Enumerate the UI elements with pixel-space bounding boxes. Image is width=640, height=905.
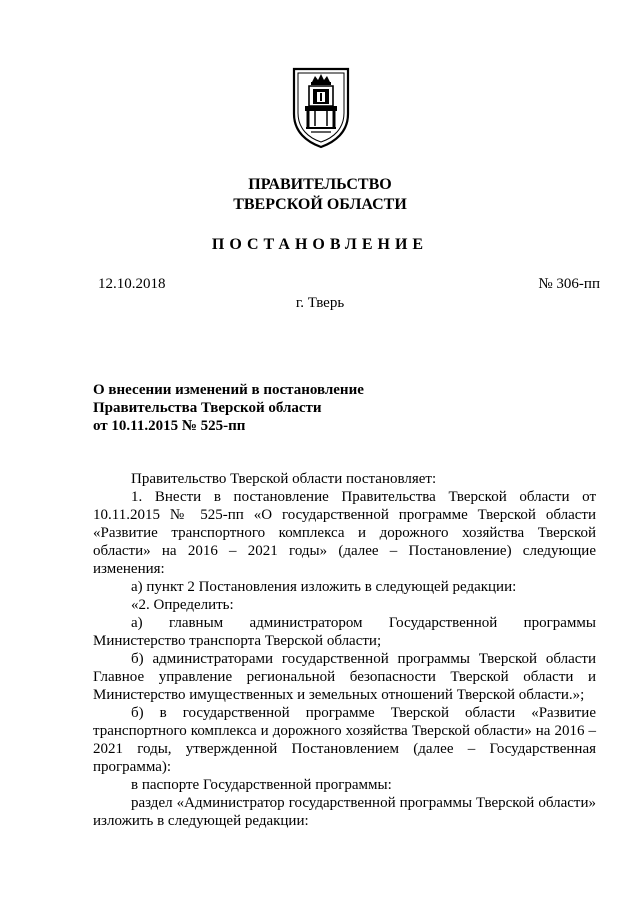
title-line: Правительства Тверской области <box>93 400 322 416</box>
body-paragraph: а) пункт 2 Постановления изложить в следующей редакции: <box>131 579 517 595</box>
document-number: № 306-пп <box>538 276 600 292</box>
body-paragraph: в паспорте Государственной программы: <box>131 777 392 793</box>
body-paragraph: Правительство Тверской области постановляет: <box>131 471 437 487</box>
body-paragraph: б) в государственной программе Тверской области «Развитие транспортного комплекса и дорожного хозяйства Тверской области» на 2016 – 2021 годы, утвержденной Постановлением (далее – Государственная программа): <box>93 705 596 775</box>
body-paragraph: б) администраторами государственной программы Тверской области Главное управление региональной безопасности Тверской области и Министерство имущественных и земельных отношений Тверской области.»; <box>93 651 596 703</box>
title-line: О внесении изменений в постановление <box>93 382 364 398</box>
document-city: г. Тверь <box>295 295 345 311</box>
title-line: от 10.11.2015 № 525-пп <box>93 418 246 434</box>
document-body <box>93 470 596 830</box>
body-paragraph: а) главным администратором Государственной программы Министерство транспорта Тверской области; <box>93 615 596 649</box>
document-type-heading: ПОСТАНОВЛЕНИЕ <box>211 236 429 253</box>
body-paragraph: раздел «Администратор государственной программы Тверской области» изложить в следующей редакции: <box>93 795 596 829</box>
tver-coat-of-arms-icon <box>291 66 351 150</box>
body-paragraph: 1. Внести в постановление Правительства Тверской области от 10.11.2015 № 525-пп «О государственной программе Тверской области «Развитие транспортного комплекса и дорожного хозяйства Тверской области» на 2016 – 2021 годы» (далее – Постановление) следующие изменения: <box>93 489 596 577</box>
authority-name-line1: ПРАВИТЕЛЬСТВО <box>248 176 392 193</box>
document-date: 12.10.2018 <box>98 276 166 292</box>
document-title <box>93 381 364 435</box>
authority-name-line2: ТВЕРСКОЙ ОБЛАСТИ <box>233 196 407 213</box>
body-paragraph: «2. Определить: <box>131 597 234 613</box>
